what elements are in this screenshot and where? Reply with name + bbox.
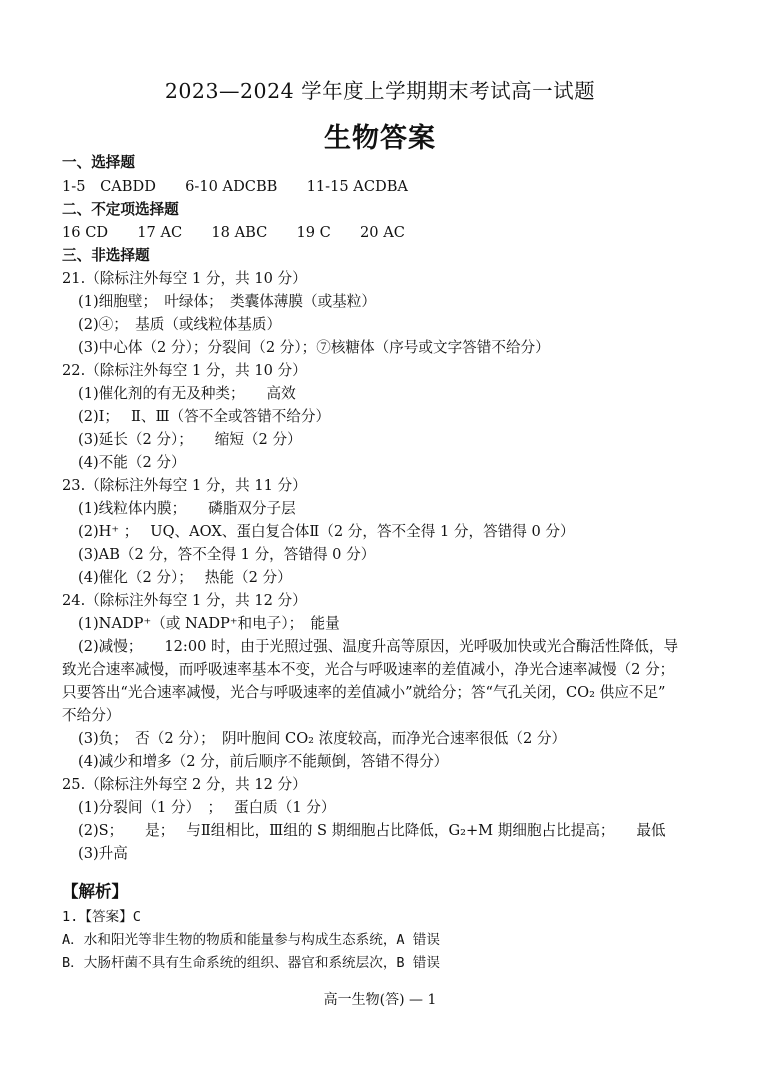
answer-subtitle: 生物答案 (324, 123, 436, 154)
answer-line-1-15: 1-5 CABDD 6-10 ADCBB 11-15 ACDBA (62, 178, 408, 195)
page-footer: 高一生物(答) — 1 (323, 992, 437, 1008)
analysis-answer-1: 1.【答案】C (62, 909, 141, 925)
q21-part-1: (1)细胞壁； 叶绿体； 类囊体薄膜（或基粒） (78, 293, 376, 310)
q25-part-2: (2)S； 是； 与Ⅱ组相比，Ⅲ组的 S 期细胞占比降低，G₂+M 期细胞占比提高； 最低 (78, 822, 666, 839)
q25-part-3: (3)升高 (78, 845, 128, 862)
question-22-header: 22.（除标注外每空 1 分，共 10 分） (62, 362, 307, 379)
question-24-header: 24.（除标注外每空 1 分，共 12 分） (62, 592, 307, 609)
q23-part-2: (2)H⁺ ； UQ、AOX、蛋白复合体Ⅱ（2 分，答不全得 1 分，答错得 0 分） (78, 523, 575, 540)
exam-title: 2023—2024 学年度上学期期末考试高一试题 (164, 79, 596, 103)
q23-part-1: (1)线粒体内膜； 磷脂双分子层 (78, 500, 296, 517)
analysis-heading: 【解析】 (62, 882, 128, 901)
section-heading-non-choice: 三、非选择题 (62, 247, 150, 264)
question-23-header: 23.（除标注外每空 1 分，共 11 分） (62, 477, 307, 494)
q23-part-3: (3)AB（2 分，答不全得 1 分，答错得 0 分） (78, 546, 376, 563)
q24-part-3: (3)负； 否（2 分）； 阴叶胞间 CO₂ 浓度较高，而净光合速率很低（2 分） (78, 730, 567, 747)
q24-part-1: (1)NADP⁺（或 NADP⁺和电子）； 能量 (78, 615, 340, 632)
section-heading-multi-choice: 二、不定项选择题 (62, 201, 179, 218)
analysis-option-b: B．大肠杆菌不具有生命系统的组织、器官和系统层次，B 错误 (62, 955, 440, 971)
q22-part-1: (1)催化剂的有无及种类； 高效 (78, 385, 296, 402)
answer-line-16-20: 16 CD 17 AC 18 ABC 19 C 20 AC (62, 224, 405, 241)
q21-part-3: (3)中心体（2 分）；分裂间（2 分）；⑦核糖体（序号或文字答错不给分） (78, 339, 550, 356)
analysis-option-a: A．水和阳光等非生物的物质和能量参与构成生态系统，A 错误 (62, 932, 440, 948)
section-heading-choice: 一、选择题 (62, 154, 135, 171)
question-21-header: 21.（除标注外每空 1 分，共 10 分） (62, 270, 307, 287)
q21-part-2: (2)④； 基质（或线粒体基质） (78, 316, 282, 333)
q24-part-2-line-2: 致光合速率减慢，而呼吸速率基本不变，光合与呼吸速率的差值减小，净光合速率减慢（2 分； (62, 661, 675, 678)
q23-part-4: (4)催化（2 分）； 热能（2 分） (78, 569, 292, 586)
q24-part-4: (4)减少和增多（2 分，前后顺序不能颠倒，答错不得分） (78, 753, 449, 770)
q24-part-2-line-4: 不给分） (62, 707, 121, 724)
q24-part-2-line-1: (2)减慢； 12:00 时，由于光照过强、温度升高等原因，光呼吸加快或光合酶活性降低，导 (78, 638, 679, 655)
q25-part-1: (1)分裂间（1 分） ； 蛋白质（1 分） (78, 799, 336, 816)
q24-part-2-line-3: 只要答出“光合速率减慢，光合与呼吸速率的差值减小”就给分；答“气孔关闭，CO₂ 供应不足” (62, 684, 666, 701)
q22-part-2: (2)Ⅰ； Ⅱ、Ⅲ（答不全或答错不给分） (78, 408, 331, 425)
q22-part-3: (3)延长（2 分）； 缩短（2 分） (78, 431, 302, 448)
question-25-header: 25.（除标注外每空 2 分，共 12 分） (62, 776, 307, 793)
q22-part-4: (4)不能（2 分） (78, 454, 186, 471)
